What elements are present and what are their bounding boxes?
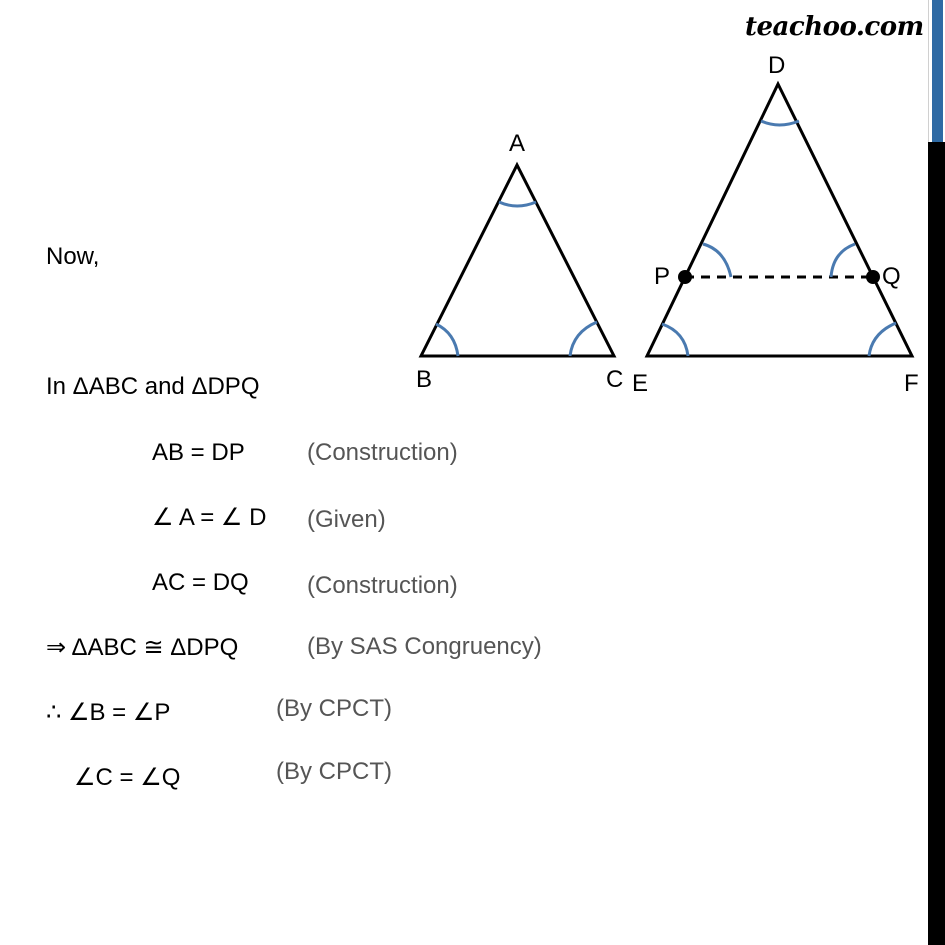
point-q — [866, 270, 880, 284]
label-e: E — [632, 370, 649, 397]
statement-ab-dp: AB = DP — [152, 439, 245, 466]
angle-arc-f — [869, 323, 896, 356]
reason-given: (Given) — [307, 506, 386, 533]
angle-arc-a — [499, 202, 536, 206]
reason-construction-1: (Construction) — [307, 439, 458, 466]
statement-ac-dq: AC = DQ — [152, 569, 249, 596]
triangle-abc — [416, 130, 623, 393]
label-f: F — [904, 370, 919, 397]
reason-construction-2: (Construction) — [307, 572, 458, 599]
reason-cpct-2: (By CPCT) — [276, 758, 392, 785]
triangle-def — [632, 52, 919, 397]
angle-arc-q — [831, 244, 855, 277]
angle-arc-e — [662, 324, 688, 356]
reason-cpct-1: (By CPCT) — [276, 695, 392, 722]
statement-congruent: ⇒ ΔABC ≅ ΔDPQ — [46, 634, 239, 661]
reason-sas: (By SAS Congruency) — [307, 633, 542, 660]
statement-angle-a-d: ∠ A = ∠ D — [152, 504, 267, 531]
statement-angle-c-q: ∠C = ∠Q — [74, 764, 181, 791]
label-c: C — [606, 366, 624, 393]
angle-arc-d — [761, 121, 799, 125]
brand-logo: teachoo.com — [745, 12, 924, 42]
angle-arc-c — [570, 322, 597, 356]
angle-arc-p — [703, 244, 731, 277]
angle-arc-b — [436, 324, 458, 356]
label-p: P — [654, 263, 671, 290]
line-now: Now, — [46, 243, 100, 270]
statement-angle-b-p: ∴ ∠B = ∠P — [46, 699, 171, 726]
label-q: Q — [882, 263, 901, 290]
label-a: A — [509, 130, 526, 157]
label-d: D — [768, 52, 786, 79]
label-b: B — [416, 366, 433, 393]
point-p — [678, 270, 692, 284]
line-in-triangles: In ΔABC and ΔDPQ — [46, 373, 260, 400]
